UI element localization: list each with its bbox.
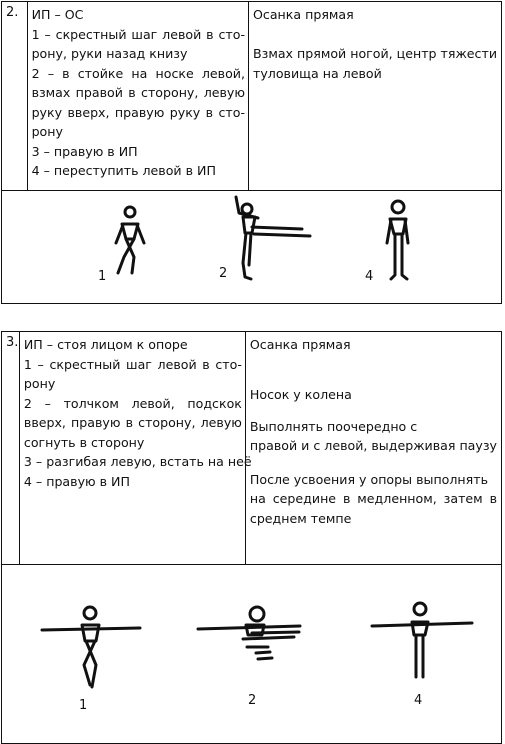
step-line: рону <box>31 124 63 139</box>
figure-label-2: 2 <box>219 266 228 281</box>
step-line: вверх, правую в сторону, левую <box>23 415 242 430</box>
step-line: 2 – толчком левой, подскок <box>23 395 242 411</box>
exercise-3-notes <box>246 332 501 564</box>
figure-label-4: 4 <box>365 269 374 284</box>
exercise-3-text-row <box>2 332 501 565</box>
note-line: Осанка прямая <box>249 337 351 352</box>
step-line: ИП – стоя лицом к опоре <box>23 337 188 352</box>
exercise-3-table <box>1 331 502 744</box>
exercise-number: 2. <box>2 2 28 190</box>
step-line: 3 – разгибая левую, встать на неё <box>23 454 252 469</box>
exercise-3-stick-figures <box>2 565 502 743</box>
exercise-2-stick-figures <box>2 191 502 303</box>
exercise-3-steps <box>20 332 252 564</box>
note-line: на середине в медленном, затем в <box>249 491 497 506</box>
exercise-number: 3. <box>2 332 20 564</box>
step-line: 2 – в стойке на носке левой, <box>31 65 245 81</box>
figure-label-1: 1 <box>98 269 107 284</box>
figure-label-4: 4 <box>414 693 423 708</box>
step-line: руку вверх, правую руку в сто- <box>31 104 245 120</box>
figure-label-1: 1 <box>79 698 88 713</box>
step-line: взмах правой в сторону, левую <box>31 85 245 100</box>
note-line: туловища на левой <box>253 65 382 81</box>
exercise-3-figures <box>2 565 501 743</box>
step-line: 1 – скрестный шаг левой в сто- <box>23 356 242 372</box>
step-line: ИП – ОС <box>31 7 84 22</box>
exercise-2-text-row <box>2 2 501 191</box>
step-line: 4 – правую в ИП <box>23 473 130 489</box>
note-line: среднем темпе <box>249 510 352 526</box>
stick-figure-2 <box>198 607 300 659</box>
step-line: рону <box>23 376 56 391</box>
exercise-2-steps <box>28 2 249 190</box>
step-line: 4 – переступить левой в ИП <box>31 163 216 178</box>
stick-figure-1 <box>116 207 144 273</box>
note-line: правой и с левой, выдерживая паузу <box>249 438 497 453</box>
step-line: 3 – правую в ИП <box>31 143 138 159</box>
step-line: рону, руки назад книзу <box>31 46 188 61</box>
exercise-2-figures <box>2 191 501 303</box>
exercise-2-notes <box>249 2 501 190</box>
note-line: Носок у колена <box>249 387 352 402</box>
stick-figure-4 <box>387 201 408 279</box>
exercise-2-table <box>1 1 502 304</box>
note-line: Выполнять поочередно с <box>249 418 418 434</box>
note-line: После усвоения у опоры выполнять <box>249 471 489 487</box>
stick-figure-4 <box>372 603 472 677</box>
step-line: согнуть в сторону <box>23 434 145 450</box>
note-line: Осанка прямая <box>253 7 354 22</box>
figure-label-2: 2 <box>248 693 257 708</box>
note-line: Взмах прямой ногой, центр тяжести <box>253 46 497 61</box>
stick-figure-1 <box>42 607 140 687</box>
step-line: 1 – скрестный шаг левой в сто- <box>31 26 245 42</box>
stick-figure-2 <box>236 197 310 279</box>
